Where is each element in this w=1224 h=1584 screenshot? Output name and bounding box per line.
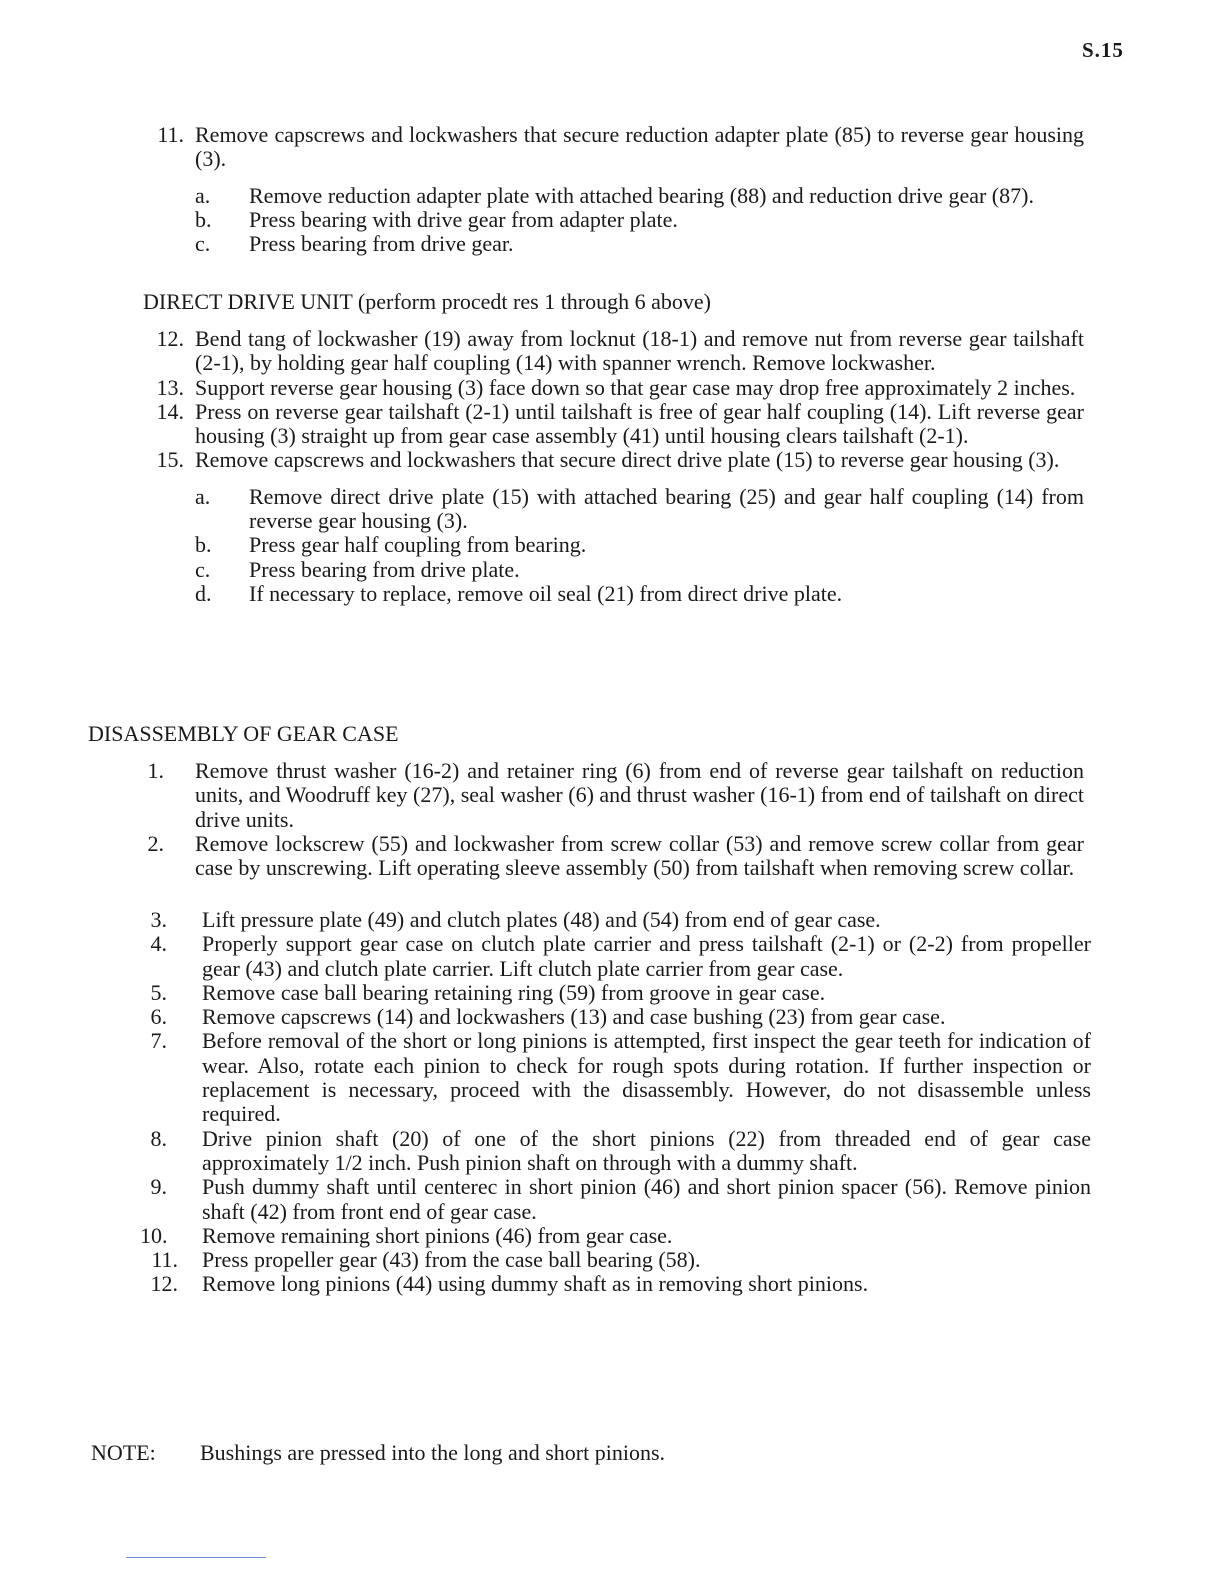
sub-step xyxy=(195,485,1084,534)
step-number: 4. xyxy=(150,931,167,957)
step-number: 9. xyxy=(150,1174,167,1200)
step-item xyxy=(140,400,1084,449)
step-text: Remove long pinions (44) using dummy shaft as in removing short pinions. xyxy=(202,1271,869,1297)
sub-step-text: Remove reduction adapter plate with attached bearing (88) and reduction drive gear (87). xyxy=(249,182,1034,208)
step-item xyxy=(140,908,1091,932)
step-text: Remove case ball bearing retaining ring (59) from groove in gear case. xyxy=(202,979,826,1005)
sub-step-letter: c. xyxy=(195,556,211,582)
step-item xyxy=(140,932,1091,981)
step-item xyxy=(140,327,1084,376)
step-item xyxy=(140,1248,1091,1272)
step-number: 1. xyxy=(147,758,164,783)
step-item xyxy=(140,981,1091,1005)
step-text: Remove remaining short pinions (46) from gear case. xyxy=(202,1222,673,1248)
step-item xyxy=(140,1005,1091,1029)
step-item xyxy=(140,448,1084,472)
sub-step-letter: b. xyxy=(195,532,212,558)
step-number: 8. xyxy=(150,1125,167,1151)
step-number: 11. xyxy=(157,122,184,147)
sub-step xyxy=(195,533,1084,557)
step-item xyxy=(140,1029,1091,1126)
step-text: Bend tang of lockwasher (19) away from locknut (18-1) and remove nut from reverse gear tailshaft (2-1), by holding gear half coupling (14) with spanner wrench. Remove lockwasher. xyxy=(195,326,1084,376)
step-item xyxy=(140,1175,1091,1224)
sub-step-list xyxy=(195,485,1084,606)
step-number: 12. xyxy=(150,1271,178,1297)
sub-step-text: Press bearing with drive gear from adapter plate. xyxy=(249,206,678,232)
step-11-block xyxy=(140,123,1084,256)
sub-step xyxy=(195,184,1084,208)
sub-step-letter: a. xyxy=(195,182,211,208)
step-text: Remove capscrews and lockwashers that secure reduction adapter plate (85) to reverse gear housing (3). xyxy=(195,122,1084,172)
sub-step-letter: c. xyxy=(195,231,211,257)
sub-step xyxy=(195,208,1084,232)
step-number: 13. xyxy=(156,374,184,400)
step-text: Press on reverse gear tailshaft (2-1) until tailshaft is free of gear half coupling (14). Lift reverse gear housing (3) straight up from gear case assembly (41) until housing clears tailshaft (2-1). xyxy=(195,398,1084,449)
step-item xyxy=(140,759,1084,832)
page-number: S.15 xyxy=(1082,38,1124,62)
gear-case-heading: DISASSEMBLY OF GEAR CASE xyxy=(88,721,399,746)
sub-step-text: Press bearing from drive plate. xyxy=(249,556,520,582)
direct-drive-steps xyxy=(140,327,1084,606)
sub-step-letter: b. xyxy=(195,206,212,232)
step-item xyxy=(140,1272,1091,1296)
step-text: Drive pinion shaft (20) of one of the short pinions (22) from threaded end of gear case approximately 1/2 inch. Push pinion shaft on through with a dummy shaft. xyxy=(202,1125,1091,1175)
sub-step xyxy=(195,558,1084,582)
step-item xyxy=(140,123,1084,172)
note-text: Bushings are pressed into the long and short pinions. xyxy=(200,1440,666,1465)
step-number: 10. xyxy=(140,1222,168,1248)
direct-drive-heading: DIRECT DRIVE UNIT (perform procedt res 1 through 6 above) xyxy=(143,289,711,314)
sub-step xyxy=(195,582,1084,606)
sub-step-list xyxy=(195,184,1084,257)
gear-case-steps-a xyxy=(140,759,1084,880)
step-text: Remove lockscrew (55) and lockwasher from screw collar (53) and remove screw collar from gear case by unscrewing. Lift operating sleeve assembly (50) from tailshaft when removing screw collar. xyxy=(195,830,1084,881)
step-text: Support reverse gear housing (3) face down so that gear case may drop free approximately 2 inches. xyxy=(195,374,1076,400)
step-number: 15. xyxy=(156,447,184,473)
sub-step-letter: a. xyxy=(195,483,211,509)
step-item xyxy=(140,376,1084,400)
step-item xyxy=(140,1224,1091,1248)
sub-step-text: If necessary to replace, remove oil seal (21) from direct drive plate. xyxy=(249,580,843,606)
gear-case-steps-b xyxy=(140,908,1091,1297)
step-item xyxy=(140,832,1084,881)
step-text: Remove thrust washer (16-2) and retainer ring (6) from end of reverse gear tailshaft on reduction units, and Woodruff key (27), seal washer (6) and thrust washer (16-1) from end of tailshaft on direct drive units. xyxy=(195,758,1084,832)
step-item xyxy=(140,1127,1091,1176)
sub-step-text: Press gear half coupling from bearing. xyxy=(249,532,587,558)
step-number: 3. xyxy=(150,907,167,932)
step-number: 11. xyxy=(151,1247,178,1273)
step-number: 14. xyxy=(156,398,184,424)
sub-step xyxy=(195,232,1084,256)
step-number: 5. xyxy=(150,979,167,1005)
step-text: Before removal of the short or long pinions is attempted, first inspect the gear teeth for indication of wear. Also, rotate each pinion to check for rough spots during rotation. If further inspection or replacement is necessary, proceed with the disassembly. However, do not disassemble unless required. xyxy=(202,1028,1091,1127)
footer-rule xyxy=(126,1557,266,1558)
step-text: Remove capscrews (14) and lockwashers (13) and case bushing (23) from gear case. xyxy=(202,1004,946,1030)
step-text: Properly support gear case on clutch plate carrier and press tailshaft (2-1) or (2-2) from propeller gear (43) and clutch plate carrier. Lift clutch plate carrier from gear case. xyxy=(202,931,1091,981)
step-text: Push dummy shaft until centerec in short pinion (46) and short pinion spacer (56). Remove pinion shaft (42) from front end of gear case. xyxy=(202,1174,1091,1224)
step-text: Lift pressure plate (49) and clutch plates (48) and (54) from end of gear case. xyxy=(202,907,881,932)
sub-step-text: Press bearing from drive gear. xyxy=(249,231,514,257)
note-label: NOTE: xyxy=(91,1440,156,1465)
sub-step-letter: d. xyxy=(195,580,212,606)
step-number: 6. xyxy=(150,1004,167,1030)
sub-step-text: Remove direct drive plate (15) with attached bearing (25) and gear half coupling (14) from reverse gear housing (3). xyxy=(249,483,1084,534)
step-text: Press propeller gear (43) from the case ball bearing (58). xyxy=(202,1247,701,1273)
step-number: 2. xyxy=(147,830,164,856)
step-text: Remove capscrews and lockwashers that secure direct drive plate (15) to reverse gear housing (3). xyxy=(195,447,1060,473)
step-number: 12. xyxy=(156,326,184,351)
step-number: 7. xyxy=(150,1028,167,1054)
